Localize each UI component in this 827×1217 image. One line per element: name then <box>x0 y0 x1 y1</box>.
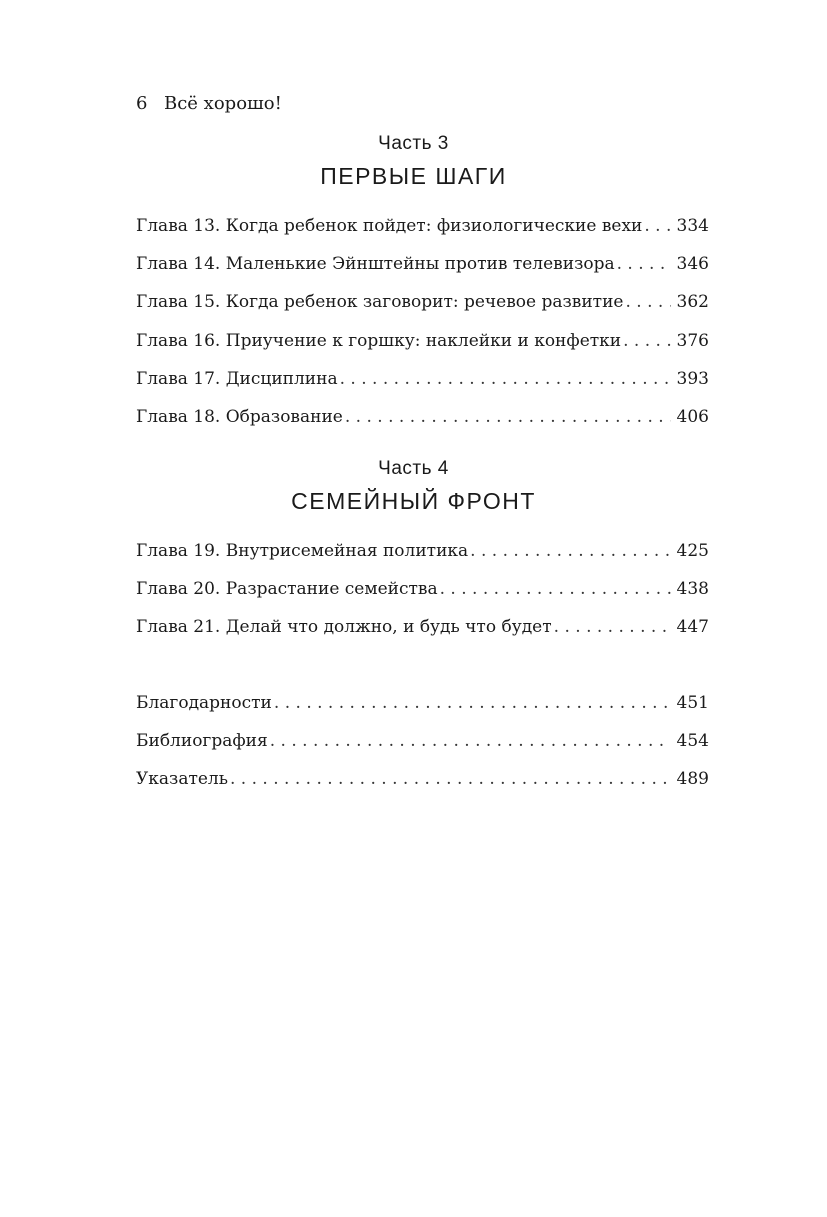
toc-entry-page: 489 <box>676 769 709 790</box>
toc-entry <box>136 405 709 443</box>
toc-entry <box>136 729 709 767</box>
toc-entry-title: Глава 20. Разрастание семейства <box>136 579 438 600</box>
toc-entry <box>136 767 709 805</box>
toc-entry-page: 451 <box>676 693 709 713</box>
dot-leader <box>440 577 671 601</box>
part-4-title: СЕМЕЙНЫЙ ФРОНТ <box>291 488 536 514</box>
dot-leader <box>270 729 671 753</box>
dot-leader <box>340 367 671 391</box>
toc-entry <box>136 329 709 367</box>
toc-entry <box>136 252 709 290</box>
toc-entry-title: Глава 13. Когда ребенок пойдет: физиологические вехи <box>136 216 643 236</box>
dot-leader <box>230 767 671 791</box>
toc-entry-title: Глава 18. Образование <box>136 406 343 427</box>
dot-leader <box>644 214 670 238</box>
part-3-title: ПЕРВЫЕ ШАГИ <box>320 163 507 189</box>
dot-leader <box>274 691 671 715</box>
toc-entry-title: Глава 17. Дисциплина <box>136 368 338 389</box>
toc-entry <box>136 615 709 653</box>
toc-entry-page: 454 <box>676 731 709 752</box>
dot-leader <box>617 252 671 276</box>
dot-leader <box>345 405 671 429</box>
toc-entry-title: Указатель <box>136 769 228 790</box>
toc-entry-title: Библиография <box>136 731 268 752</box>
toc-entry-title: Глава 21. Делай что должно, и будь что будет <box>136 617 552 638</box>
toc-entry-title: Благодарности <box>136 693 272 713</box>
toc-entry-page: 425 <box>676 541 709 561</box>
part-4-label: Часть 4 <box>378 458 449 479</box>
dot-leader <box>554 615 671 639</box>
toc-entry-page: 362 <box>676 292 709 313</box>
toc-entry-title: Глава 19. Внутрисемейная политика <box>136 541 469 561</box>
toc-entry <box>136 691 709 729</box>
part-4-toc <box>136 539 709 654</box>
toc-entry-title: Глава 14. Маленькие Эйнштейны против телевизора <box>136 254 615 275</box>
toc-entry <box>136 539 709 577</box>
running-title: Всё хорошо! <box>164 93 282 114</box>
toc-entry-page: 393 <box>676 368 709 389</box>
toc-entry <box>136 367 709 405</box>
toc-entry <box>136 290 709 328</box>
toc-entry <box>136 577 709 615</box>
toc-entry-page: 438 <box>676 579 709 600</box>
toc-entry-page: 406 <box>676 406 709 427</box>
toc-entry-title: Глава 16. Приучение к горшку: наклейки и конфетки <box>136 330 622 351</box>
back-matter-toc <box>136 691 709 806</box>
dot-leader <box>623 329 670 353</box>
dot-leader <box>470 539 670 563</box>
dot-leader <box>625 290 670 314</box>
toc-entry-page: 346 <box>676 254 709 275</box>
part-3-label: Часть 3 <box>378 133 449 154</box>
running-head <box>136 92 282 116</box>
toc-entry <box>136 214 709 252</box>
toc-entry-page: 376 <box>676 330 709 351</box>
toc-entry-page: 334 <box>676 216 709 236</box>
part-3-toc <box>136 214 709 443</box>
part-4-heading <box>0 457 827 517</box>
part-3-heading <box>0 132 827 192</box>
page-number: 6 <box>136 93 148 114</box>
toc-entry-page: 447 <box>676 617 709 638</box>
toc-entry-title: Глава 15. Когда ребенок заговорит: речевое развитие <box>136 292 624 313</box>
